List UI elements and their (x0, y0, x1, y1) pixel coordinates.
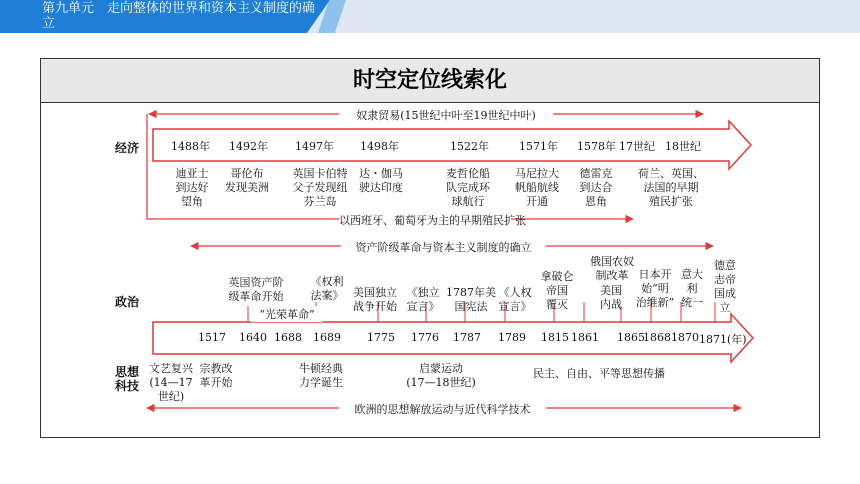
unit-title: 第九单元 走向整体的世界和资本主义制度的确立 (42, 1, 316, 31)
politics-event-us-civil-war: 美国 内战 (600, 284, 622, 311)
politics-year-1870: 1870 (671, 331, 699, 344)
politics-event-american-war: 美国独立 战争开始 (353, 286, 397, 313)
economy-year-1488: 1488年 (171, 140, 210, 153)
timeline-diagram (40, 58, 820, 438)
politics-year-1775: 1775 (367, 331, 395, 344)
politics-event-us-constitution: 1787年美 国宪法 (446, 286, 496, 313)
politics-event-italy: 意大 利 统一 (681, 268, 703, 309)
economy-event-colonial: 荷兰、英国、 法国的早期 殖民扩张 (638, 167, 704, 208)
header-bar (0, 0, 860, 33)
politics-year-1868: 1868 (643, 331, 671, 344)
thought-event-enlightenment: 启蒙运动 (17—18世纪) (406, 362, 476, 389)
politics-event-meiji: 日本开 始“明 治维新” (635, 268, 675, 309)
politics-year-1861: 1861 (571, 331, 599, 344)
thought-event-renaissance: 文艺复兴 (14—17 世纪) (149, 362, 193, 403)
economy-event-dias: 迪亚士 到达好 望角 (175, 167, 209, 208)
politics-event-declaration: 《独立 宣言》 (406, 286, 440, 313)
economy-label: 经济 (115, 141, 140, 155)
politics-span-label: 资产阶级革命与资本主义制度的确立 (341, 239, 546, 255)
economy-event-manila: 马尼拉大 帆船航线 开通 (515, 167, 559, 208)
politics-year-1517: 1517 (198, 331, 226, 344)
economy-year-1578: 1578年 (577, 140, 616, 153)
thought-event-newton: 牛顿经典 力学诞生 (299, 362, 343, 389)
politics-year-1871: 1871(年) (699, 333, 747, 346)
economy-bottom-span-label: 以西班牙、葡萄牙为主的早期殖民扩张 (339, 214, 526, 227)
thought-span-label: 欧洲的思想解放运动与近代科学技术 (339, 401, 546, 417)
politics-label: 政治 (115, 295, 140, 309)
politics-event-napoleon: 拿破仑 帝国 覆灭 (540, 270, 574, 311)
economy-year-1492: 1492年 (229, 140, 268, 153)
economy-year-1522: 1522年 (450, 140, 489, 153)
thought-event-democracy: 民主、自由、平等思想传播 (533, 367, 665, 380)
thought-label: 思想 科技 (115, 365, 140, 393)
politics-year-1776: 1776 (411, 331, 439, 344)
politics-year-1640: 1640 (239, 331, 267, 344)
economy-event-drake: 德雷克 到达合 恩角 (579, 167, 613, 208)
politics-event-russia-reform: 俄国农奴 制改革 (590, 255, 634, 282)
economy-year-1498: 1498年 (360, 140, 399, 153)
economy-year-1497: 1497年 (295, 140, 334, 153)
politics-year-1787: 1787 (453, 331, 481, 344)
economy-event-columbus: 哥伦布 发现美洲 (225, 167, 269, 194)
diagram-title: 时空定位线索化 (41, 59, 819, 103)
politics-year-1688: 1688 (274, 331, 302, 344)
politics-event-bill-of-rights: 《权利 法案》 (310, 275, 344, 302)
economy-year-17c: 17世纪 (619, 140, 655, 153)
economy-year-18c: 18世纪 (665, 140, 701, 153)
economy-event-gama: 达・伽马 驶达印度 (359, 167, 403, 194)
economy-year-1571: 1571年 (519, 140, 558, 153)
thought-event-reformation: 宗教改 革开始 (199, 362, 233, 389)
politics-event-english-revolution: 英国资产阶 级革命开始 (228, 276, 284, 303)
politics-year-1789: 1789 (498, 331, 526, 344)
economy-event-magellan: 麦哲伦船 队完成环 球航行 (446, 167, 490, 208)
economy-top-span-label: 奴隶贸易(15世纪中叶至19世纪中叶) (339, 107, 553, 123)
politics-year-1815: 1815 (541, 331, 569, 344)
politics-event-germany: 德意 志帝 国成 立 (714, 259, 736, 314)
economy-event-cabot: 英国卡伯特 父子发现纽 芬兰岛 (292, 167, 348, 208)
politics-event-rights-of-man: 《人权 宣言》 (498, 286, 532, 313)
politics-year-1865: 1865 (617, 331, 645, 344)
politics-year-1689: 1689 (313, 331, 341, 344)
politics-event-glorious-revolution: “光荣革命” (251, 306, 323, 322)
